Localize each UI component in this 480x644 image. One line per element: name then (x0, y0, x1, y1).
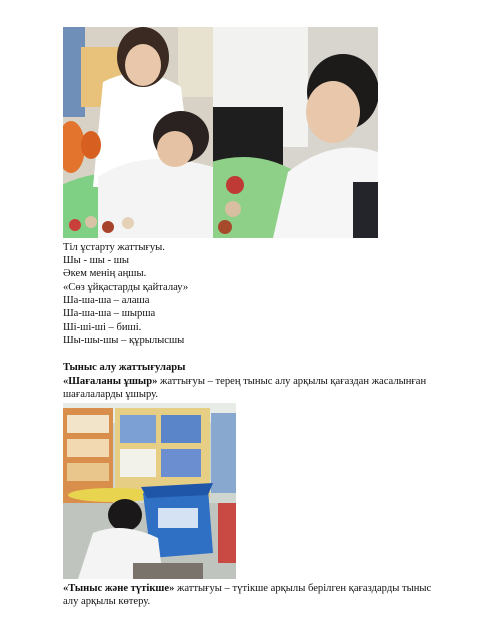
rhyme-line-6: Ші-ші-ші – биші. (63, 322, 142, 333)
photo-boy-closeup (213, 27, 378, 238)
exercise-1-name: «Шағаланы ұшыр» (63, 376, 158, 387)
photo-teacher-and-boy (63, 27, 213, 238)
rhyme-line-1: Шы - шы - шы (63, 255, 130, 266)
breathing-heading: Тыныс алу жаттығулары (63, 362, 186, 373)
rhyme-line-7: Шы-шы-шы – құрылысшы (63, 335, 185, 346)
speech-exercise-title: Тіл ұстарту жаттығуы. (63, 242, 165, 253)
exercise-1-text: жаттығуы – терең тыныс алу арқылы қағаздан жасалынған шағалаларды ұшыру. (63, 376, 427, 400)
rhyme-line-4: Ша-ша-ша – алаша (63, 295, 150, 306)
rhyme-line-3: «Сөз ұйқастарды қайталау» (63, 282, 189, 293)
rhyme-line-2: Әкем менің аңшы. (63, 268, 147, 279)
breathing-exercise-2 (63, 582, 443, 608)
exercise-2-text: жаттығуы – түтікше арқылы берілген қағаздарды тыныс алу арқылы көтеру. (63, 583, 432, 607)
photo-classroom-boy-box (63, 403, 236, 579)
breathing-exercise-1 (63, 375, 443, 401)
rhyme-line-5: Ша-ша-ша – шырша (63, 308, 156, 319)
exercise-2-name: «Тыныс және түтікше» (63, 583, 175, 594)
